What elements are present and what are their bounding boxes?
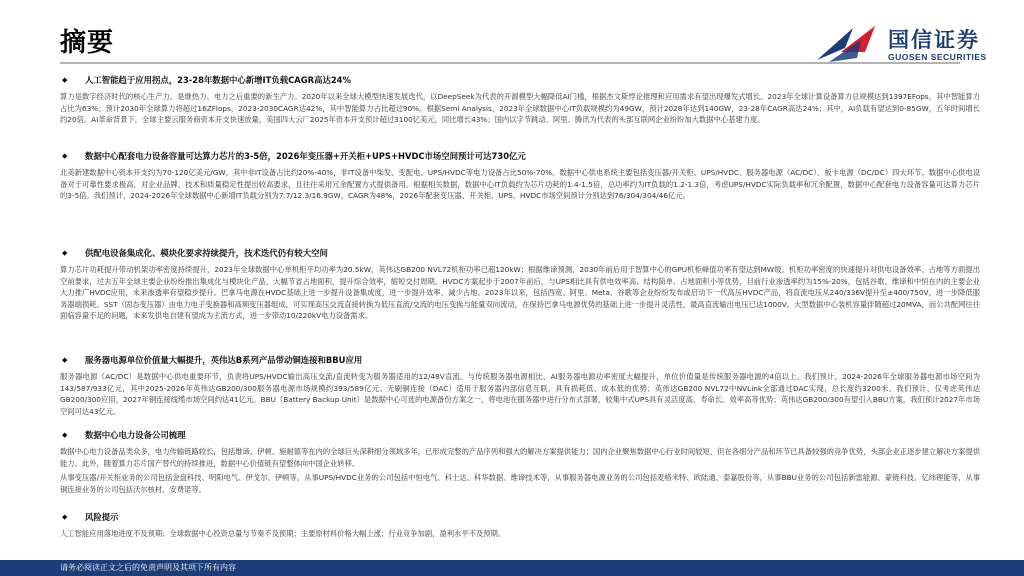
section-paragraph: 北美新建数据中心资本开支约为70-120亿美元/GW，其中非IT设备占比约20%-40%，非IT设备中柴发、变配电、UPS/HVDC等电力设备占比50%-70%。数据中心供电系统主要包括变压器/开关柜、UPS/HVDC、服务器电源（AC/DC）、板卡电源（DC/DC）四大环节。数据中心供电设备对于可靠性要求极高，对企业品牌、技术和质量稳定性提出较高要求，且往往采用冗余配置方式提供备用。根据相关数据，数据中心IT负载约为芯片功耗的1.4-1.5倍，总功率约为IT负载的1.2-1.3倍，考虑UPS/HVDC实际负载率和冗余配置，数据中心配套电力设备容量可达算力芯片的3-5倍。我们预计，2024-2026年全球数据中心新增IT负载分别为7.7/12.3/16.9GW，CAGR为48%，2026年配套变压器、开关柜、UPS、HVDC市场空间预计分别达到76/304/304/46亿元。	[60, 168, 980, 201]
section-server-power	[60, 354, 980, 429]
section-paragraph: 服务器电源（AC/DC）是数据中心供电重要环节，负责将UPS/HVDC输出高压交流/直流转变为服务器适用的12/48V直流。与传统服务器电源相比，AI服务器电源功率密度大幅提升，单位价值量是传统服务器电源的4倍以上。我们预计，2024-2026年全球服务器电源市场空间为143/587/933亿元，其中2025-2026年英伟达GB200/300服务器电源市场规模约393/589亿元。无刷铜连接（DAC）适用于服务器内部信息互联，具有损耗低、成本低的优势；英伟达GB200 NVL72中NVLink全部通过DAC实现，总长度约3200米。我们预计，仅考虑英伟达GB200/300应用，2027年铜连接线缆市场空间约达41亿元。BBU（Battery Backup Unit）是数据中心可选的电源备份方案之一，将电池在服务器中进行分布式部署，较集中式UPS具有灵活度高、寿命长、效率高等优势；英伟达GB200/300有望引入BBU方案，我们预计2027年市场空间可达43亿元。	[60, 372, 980, 416]
diamond-bullet-icon: ◆	[62, 249, 68, 257]
section-heading: 供配电设备集成化、模块化要求持续提升，技术迭代仍有较大空间	[85, 248, 328, 258]
page-title: 摘要	[60, 28, 115, 58]
summary-content	[60, 74, 980, 541]
section-heading: 数据中心配套电力设备容量可达算力芯片的3-5倍，2026年变压器+开关柜+UPS+HVDC市场空间预计可达730亿元	[85, 151, 526, 161]
diamond-bullet-icon: ◆	[62, 76, 68, 84]
section-ai-inflection	[60, 74, 980, 150]
section-heading: 人工智能趋于应用拐点，23-28年数据中心新增IT负载CAGR高达24%	[85, 75, 351, 85]
section-heading: 风险提示	[85, 512, 119, 522]
section-paragraph: 算力是数字经济时代的核心生产力，是继热力、电力之后重要的新生产力。2020年以来全球大模型快速发展迭代，以DeepSeek为代表的开源模型大幅降低AI门槛，根据杰文斯悖论推理和应用需求有望出现爆发式增长。2023年全球计算设备算力总规模达到1397EFops，其中智能算力占比为63%；预计2030年全球算力将超过16ZFlops，2023-2030CAGR达42%，其中智能算力占比超过90%。根据Semi Analysis，2023年全球数据中心IT负载规模约为49GW，预计2028年达到140GW，23-28年CAGR高达24%；其中，AI负载有望达到0-85GW，五年时间增长约20倍。AI革命背景下，全球主要云服务商资本开支快速放量，美国四大云厂2025年资本开支预计超过3100亿美元，同比增长43%；国内以字节跳动、阿里、腾讯为代表的头部互联网企业纷纷加大数据中心基建力度。	[60, 92, 980, 125]
guosen-logo-icon	[815, 22, 879, 66]
section-company-overview	[60, 429, 980, 511]
section-heading: 数据中心电力设备公司梳理	[85, 430, 186, 440]
brand-name: 国信证券	[888, 28, 980, 52]
diamond-bullet-icon: ◆	[62, 513, 68, 521]
brand-name-en: GUOSEN SECURITIES	[888, 52, 987, 62]
section-risk-warning	[60, 511, 980, 541]
diamond-bullet-icon: ◆	[62, 152, 68, 160]
title-divider	[60, 62, 960, 64]
section-power-equipment-capacity	[60, 150, 980, 247]
section-heading: 服务器电源单位价值量大幅提升，英伟达B系列产品带动铜连接和BBU应用	[85, 355, 363, 365]
section-paragraph: 数据中心电力设备品类众多，电力传输链路较长，包括维谛、伊顿、施耐德等在内的全球巨头深耕细分领域多年，已形成完整的产品序列和强大的解决方案提供能力；国内企业聚焦数据中心行业时间较短，但在各细分产品和环节已具备较强的竞争优势，头部企业正逐步建立解决方案提供能力。此外，随着算力芯片国产替代的持续推进，数据中心价值链有望整体向中国企业转移。	[60, 447, 980, 468]
brand-logo	[815, 22, 995, 66]
section-integration-modularization	[60, 247, 980, 354]
footer-disclaimer: 请务必阅读正文之后的免责声明及其项下所有内容	[60, 563, 236, 572]
section-paragraph: 从事变压器/开关柜业务的公司包括金盘科技、明阳电气、伊戈尔、伊顿等，从事UPS/HVDC业务的公司包括中恒电气、科士达、科华数据、维谛技术等，从事服务器电源业务的公司包括麦格米特、欧陆通、泰嘉股份等，从事BBU业务的公司包括新雷能源、蒙链科技、亿纬锂能等，从事铜连接业务的公司包括沃尔核材、安费诺等。	[60, 473, 980, 494]
section-paragraph: 算力芯片功耗提升带动机架功率密度持续提升，2023年全球数据中心单机柜平均功率为20.5kW，英伟达GB200 NVL72机柜功率已超120kW；根据维谛预测，2030年前后用于智算中心的GPU机柜峰值功率有望达到MW级。机柜功率密度的快速提升对供电设备效率、占地等方面提出空前要求，过去五年全球主要企业纷纷推出集成化与模块化产品，大幅节省占地面积，提升综合效率，缩短交付周期。HVDC方案起步于2007年前后，与UPS相比具有供电效率高、结构简单、占地面积小等优势，目前行业渗透率约为15%-20%，包括谷歌、维谛和中恒在内的主要企业大力推广HVDC应用，未来渗透率有望稳步提升。巴拿马电源在HVDC基础上进一步提升设备集成度，进一步提升效率、减少占地。2023年以来，包括西宽、阿里、Meta、谷歌等企业纷纷发布或启动下一代高压HVDC产品，将直流电压从240/336V提升至±400/750V，进一步降低服务器端损耗。SST（固态变压器）由电力电子变换器和高频变压器组成，可实现高压交流直接转换为低压直流/交流的电压变换与能量双向流动，在保持巴拿马电源优势的基础上进一步提升灵活性，最高直流输出电压已达1000V。大型数据中心装机容量伴随超过20MVA，而公共配网往往面临容量不足的问题，未来发供电自建有望成为主流方式，进一步带动10/220kV电力设备需求。	[60, 265, 980, 321]
diamond-bullet-icon: ◆	[62, 431, 68, 439]
footer-bar	[0, 560, 1024, 576]
section-paragraph: 人工智能应用落地进度不及预期；全球数据中心投资总量与节奏不及预期；主要原材料价格大幅上涨；行业竞争加剧，盈利水平不及预期。	[60, 529, 506, 538]
diamond-bullet-icon: ◆	[62, 356, 68, 364]
